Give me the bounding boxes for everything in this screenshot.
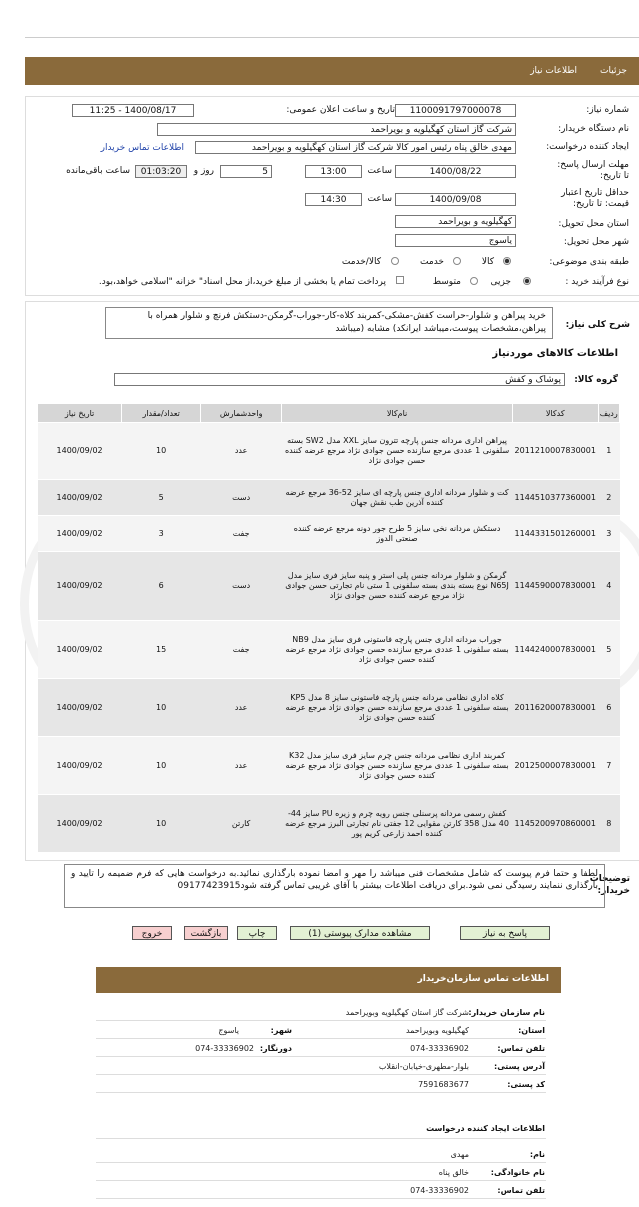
treasury-checkbox[interactable] <box>396 276 404 284</box>
table-row <box>38 795 620 853</box>
cell-qty: 15 <box>122 621 201 679</box>
divider <box>96 1092 546 1093</box>
cell-name: جوراب مردانه اداری جنس پارچه فاستونی فری سایز مدل NB9 بسته سلفونی 1 عددی مرجع سازنده حسن جوادی نژاد مرجع عرضه کننده حسن جوادی نژاد <box>282 621 513 679</box>
cell-code: 1144240007830001 <box>512 621 598 679</box>
category-label: طبقه بندی موضوعی: <box>549 257 629 267</box>
deadline-date-field: 1400/08/22 <box>395 165 516 178</box>
cell-name: کمربند اداری نظامی مردانه جنس چرم سایز فری سایز مدل K32 بسته سلفونی 1 عددی مرجع سازنده حسن جوادی نژاد مرجع عرضه کننده حسن جوادی نژاد <box>282 737 513 795</box>
org-value: شرکت گاز استان کهگیلویه وبویراحمد <box>345 1008 469 1017</box>
divider <box>96 1056 546 1057</box>
cell-date: 1400/09/02 <box>38 423 122 480</box>
cell-row: 1 <box>598 423 619 480</box>
cell-unit: عدد <box>201 737 282 795</box>
city-label: شهر محل تحویل: <box>563 237 629 247</box>
cell-unit: عدد <box>201 423 282 480</box>
nav-details[interactable]: جزئیات <box>600 66 627 76</box>
table-row <box>38 423 620 480</box>
contact-phone-value: 074-33336902 <box>410 1044 469 1053</box>
announce-field: 1400/08/17 - 11:25 <box>72 104 194 117</box>
goods-section-title: اطلاعات کالاهای موردنیاز <box>492 348 618 359</box>
validity-hour-label: ساعت <box>367 194 392 204</box>
cell-unit: جفت <box>201 621 282 679</box>
cell-qty: 6 <box>122 552 201 621</box>
th-name: نام‌کالا <box>282 404 513 423</box>
postal-label: کد پستی: <box>507 1080 545 1089</box>
divider <box>96 1198 546 1199</box>
org-label: نام سازمان خریدار: <box>468 1008 545 1017</box>
cat-service-label: خدمت <box>420 257 444 267</box>
th-date: تاریخ نیاز <box>38 404 122 423</box>
cell-name: کت و شلوار مردانه اداری جنس پارچه ای سایز 52-36 مرجع عرضه کننده آذرین طب نقش جهان <box>282 480 513 516</box>
buyer-org-label: نام دستگاه خریدار: <box>558 124 629 134</box>
notes-box: لطفا و حتما فرم پیوست که شامل مشخصات فنی میباشد را مهر و امضا نموده بارگذاری نمائید.به درخواست هایی که فرم ضمیمه را تایید و بارگذاری ننمایند رسیدگی نمی شود.برای دریافت اطلاعات بیشتر با آقای غریبی تماس گرفته شود09177423915 <box>64 864 605 908</box>
cell-code: 1144331501260001 <box>512 516 598 552</box>
th-unit: واحدشمارش <box>201 404 282 423</box>
top-divider <box>25 37 639 38</box>
cell-name: دستکش مردانه نخی سایز 5 طرح جور دونه مرجع عرضه کننده صنعتی الدوز <box>282 516 513 552</box>
description-label: شرح کلی نیاز: <box>565 320 630 330</box>
cell-qty: 10 <box>122 679 201 737</box>
need-number-label: شماره نیاز: <box>586 105 629 115</box>
payment-note: پرداخت تمام یا بخشی از مبلغ خرید،از محل اسناد" خزانه "اسلامی خواهد،بود. <box>98 277 386 287</box>
header-bar <box>25 57 639 85</box>
exit-button[interactable]: خروج <box>132 926 172 940</box>
goods-table <box>37 403 620 853</box>
process-label: نوع فرآیند خرید : <box>565 277 629 287</box>
divider <box>96 1138 546 1139</box>
address-value: بلوار-مطهری-خیابان-انقلاب <box>378 1062 469 1071</box>
creator-section-title: اطلاعات ایجاد کننده درخواست <box>426 1124 545 1133</box>
print-button[interactable]: چاپ <box>237 926 277 940</box>
cell-row: 8 <box>598 795 619 853</box>
cell-code: 1145200970860001 <box>512 795 598 853</box>
cell-code: 2011620007830001 <box>512 679 598 737</box>
creator-phone-value: 074-33336902 <box>410 1186 469 1195</box>
cell-date: 1400/09/02 <box>38 516 122 552</box>
cell-code: 1144590007830001 <box>512 552 598 621</box>
city-field: یاسوج <box>395 234 516 247</box>
contact-fax-value: 074-33336902 <box>195 1044 254 1053</box>
cell-date: 1400/09/02 <box>38 737 122 795</box>
divider <box>96 1162 546 1163</box>
cell-qty: 10 <box>122 737 201 795</box>
th-qty: تعداد/مقدار <box>122 404 201 423</box>
table-row <box>38 737 620 795</box>
contact-fax-label: دورنگار: <box>259 1044 292 1053</box>
buyer-org-field: شرکت گاز استان کهگیلویه و بویراحمد <box>157 123 516 136</box>
cell-unit: جفت <box>201 516 282 552</box>
proc-partial-radio[interactable] <box>523 277 531 285</box>
back-button[interactable]: بازگشت <box>184 926 228 940</box>
cell-code: 1144510377360001 <box>512 480 598 516</box>
remaining-time-field: 01:03:20 <box>135 165 187 178</box>
divider <box>96 1020 546 1021</box>
cell-row: 6 <box>598 679 619 737</box>
cell-row: 4 <box>598 552 619 621</box>
th-row: ردیف <box>598 404 619 423</box>
divider <box>96 1038 546 1039</box>
contact-city-value: یاسوج <box>218 1026 239 1035</box>
province-field: کهگیلویه و بویراحمد <box>395 215 516 228</box>
cell-name: کلاه اداری نظامی مردانه جنس پارچه فاستونی سایز 8 مدل KP5 بسته سلفونی 1 عددی مرجع سازنده حسن جوادی نژاد مرجع عرضه کننده حسن جوادی نژاد <box>282 679 513 737</box>
th-code: کدکالا <box>512 404 598 423</box>
notes-label: توضیحات خریدار: <box>589 874 630 896</box>
cell-row: 7 <box>598 737 619 795</box>
attachments-button[interactable]: مشاهده مدارک پیوستی (1) <box>290 926 430 940</box>
cell-unit: عدد <box>201 679 282 737</box>
proc-partial-label: جزیی <box>490 277 511 287</box>
buyer-contact-link[interactable]: اطلاعات تماس خریدار <box>100 143 184 153</box>
contact-phone-label: تلفن تماس: <box>497 1044 545 1053</box>
cell-qty: 5 <box>122 480 201 516</box>
need-number-field: 1100091797000078 <box>395 104 516 117</box>
cell-date: 1400/09/02 <box>38 480 122 516</box>
day-label: روز و <box>193 166 214 176</box>
cell-qty: 3 <box>122 516 201 552</box>
creator-field: مهدی خالق پناه رئیس امور کالا شرکت گاز استان کهگیلویه و بویراحمد <box>195 141 516 154</box>
province-label: استان محل تحویل: <box>558 219 629 229</box>
cell-qty: 10 <box>122 795 201 853</box>
cell-date: 1400/09/02 <box>38 552 122 621</box>
contact-province-value: کهگیلویه وبویراحمد <box>405 1026 469 1035</box>
cat-goods-label: کالا <box>481 257 494 267</box>
last-name-label: نام خانوادگی: <box>490 1168 545 1177</box>
reply-button[interactable]: پاسخ به نیاز <box>460 926 550 940</box>
table-row <box>38 679 620 737</box>
last-name-value: خالق پناه <box>438 1168 469 1177</box>
cell-date: 1400/09/02 <box>38 795 122 853</box>
divider <box>96 1180 546 1181</box>
cat-both-label: کالا/خدمت <box>341 257 381 267</box>
address-label: آدرس پستی: <box>494 1062 545 1071</box>
postal-value: 7591683677 <box>418 1080 469 1089</box>
announce-label: تاریخ و ساعت اعلان عمومی: <box>286 105 395 115</box>
deadline-hour-label: ساعت <box>367 166 392 176</box>
nav-need-info[interactable]: اطلاعات نیاز <box>530 66 577 76</box>
cell-row: 2 <box>598 480 619 516</box>
table-row <box>38 516 620 552</box>
divider <box>96 1074 546 1075</box>
contact-title: اطلاعات تماس سازمان‌خریدار <box>417 974 549 984</box>
contact-header <box>96 967 561 993</box>
cell-unit: دست <box>201 480 282 516</box>
cat-both-radio[interactable] <box>391 257 399 265</box>
creator-phone-label: تلفن تماس: <box>497 1186 545 1195</box>
cell-code: 2012500007830001 <box>512 737 598 795</box>
table-row <box>38 552 620 621</box>
min-validity-label: حداقل تاریخ اعتبار قیمت: تا تاریخ: <box>561 188 629 209</box>
creator-label: ایجاد کننده درخواست: <box>546 142 629 152</box>
deadline-hour-field: 13:00 <box>305 165 362 178</box>
cell-code: 2011210007830001 <box>512 423 598 480</box>
cell-name: پیراهن اداری مردانه جنس پارچه تترون سایز XXL مدل SW2 بسته سلفونی 1 عددی مرجع سازنده حسن جوادی نژاد مرجع عرضه کننده حسن جوادی نژاد <box>282 423 513 480</box>
table-row <box>38 480 620 516</box>
cell-date: 1400/09/02 <box>38 679 122 737</box>
cat-service-radio[interactable] <box>453 257 461 265</box>
cat-goods-radio[interactable] <box>503 257 511 265</box>
cell-name: گرمکن و شلوار مردانه جنس پلی استر و پنبه سایز فری سایز مدل N65J نوع بسته بندی بسته سلفونی 1 ستی نام تجارتی حسن جوادی نژاد مرجع عرضه کننده حسن جوادی نژاد <box>282 552 513 621</box>
table-row <box>38 621 620 679</box>
validity-date-field: 1400/09/08 <box>395 193 516 206</box>
cell-row: 5 <box>598 621 619 679</box>
contact-province-label: استان: <box>518 1026 545 1035</box>
validity-hour-field: 14:30 <box>305 193 362 206</box>
first-name-value: مهدی <box>450 1150 469 1159</box>
cell-row: 3 <box>598 516 619 552</box>
cell-name: کفش رسمی مردانه پرسنلی جنس رویه چرم و زیره PU سایز 44-40 مدل 358 کارتن مقوایی 12 جفتی نام تجارتی البرز مرجع عرضه کننده احمد زارعی کریم پور <box>282 795 513 853</box>
proc-medium-label: متوسط <box>432 277 461 287</box>
contact-city-label: شهر: <box>270 1026 292 1035</box>
cell-date: 1400/09/02 <box>38 621 122 679</box>
proc-medium-radio[interactable] <box>470 277 478 285</box>
cell-unit: دست <box>201 552 282 621</box>
remaining-label: ساعت باقی‌مانده <box>66 166 130 176</box>
goods-group-label: گروه کالا: <box>574 375 618 385</box>
cell-unit: کارتن <box>201 795 282 853</box>
deadline-label: مهلت ارسال پاسخ: تا تاریخ: <box>557 160 629 181</box>
first-name-label: نام: <box>529 1150 545 1159</box>
goods-group-field: پوشاک و کفش <box>114 373 565 386</box>
days-field: 5 <box>220 165 272 178</box>
description-box: خرید پیراهن و شلوار-حراست کفش-مشکی-کمربند کلاه-کار-جوراب-گرمکن-دستکش فرنچ و شلوار همراه با پیراهن،مشخصات پیوست،میباشد ایرانکد) مشابه (میباشد <box>105 307 553 339</box>
cell-qty: 10 <box>122 423 201 480</box>
